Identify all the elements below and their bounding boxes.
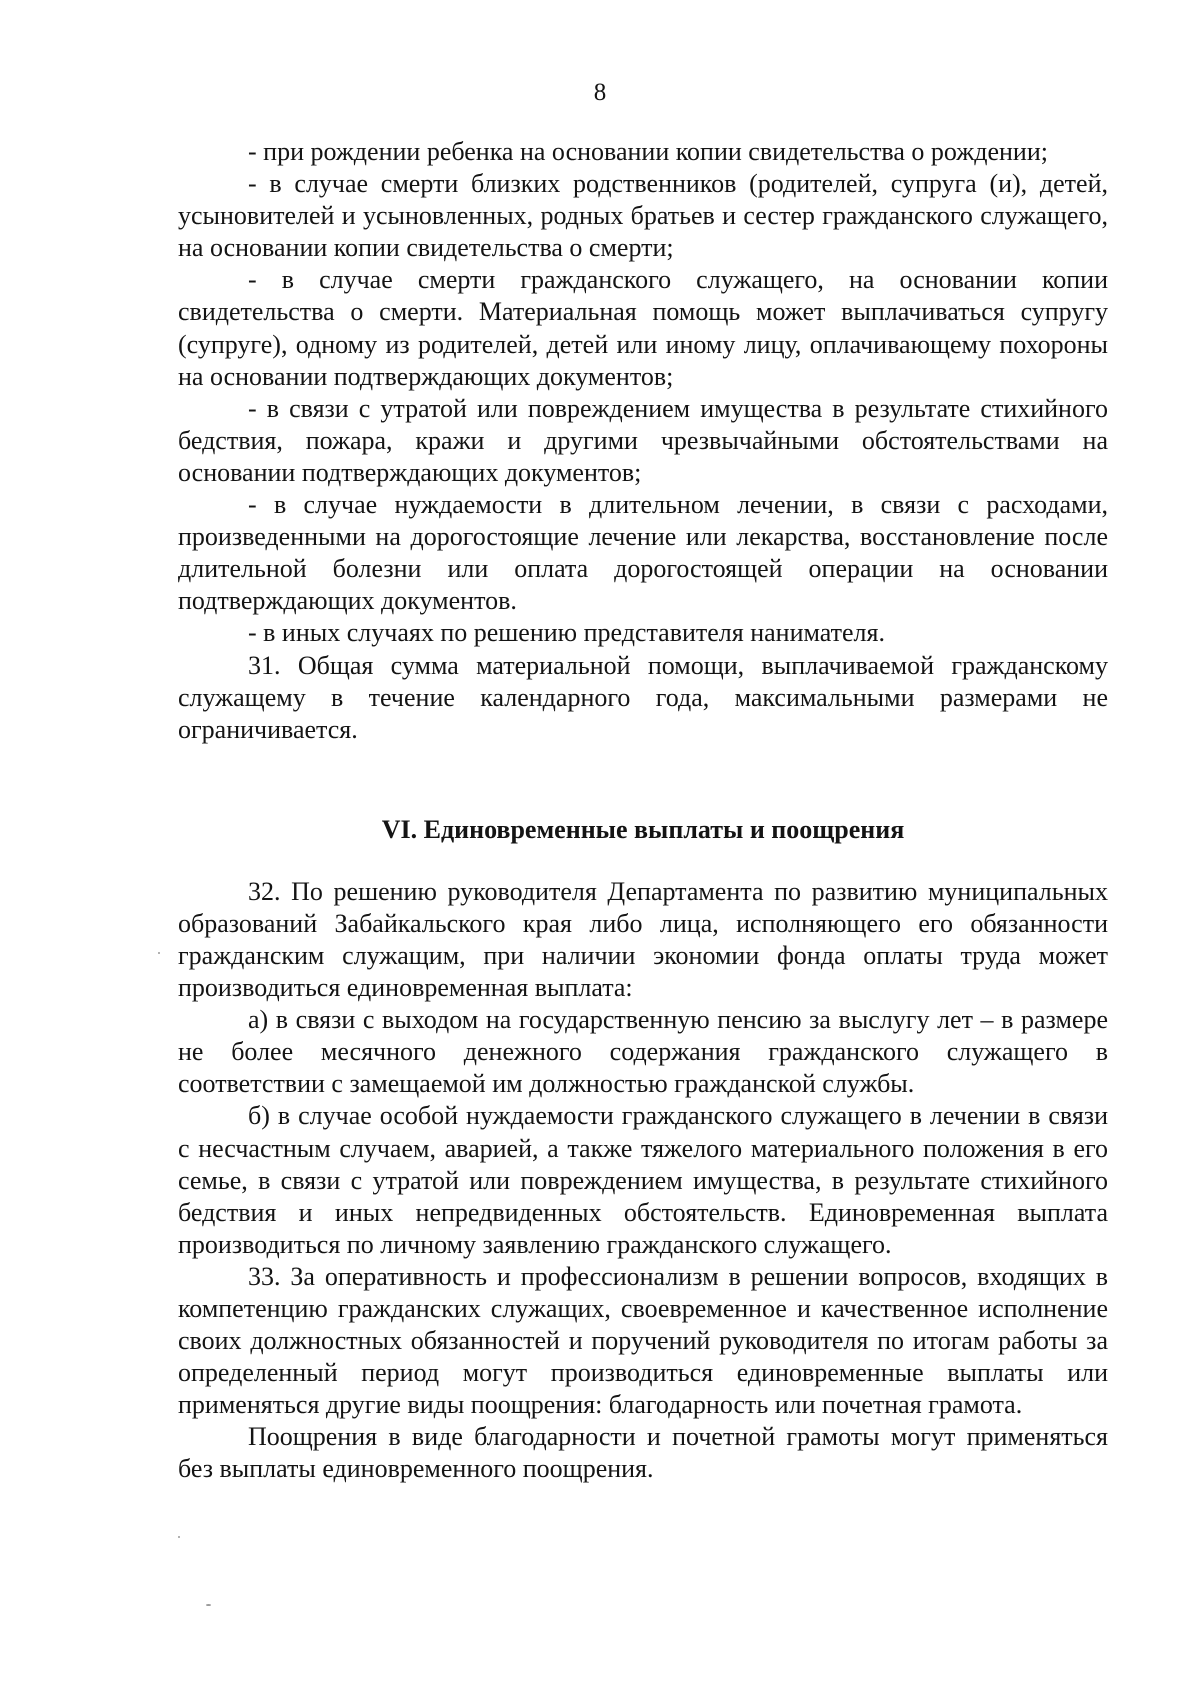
page-number: 8 xyxy=(593,79,607,106)
paragraph-32-b: б) в случае особой нуждаемости гражданского служащего в лечении в связи с несчастным случаем, аварией, а также тяжелого материального положения в его семье, в связи с утратой или повреждением имущества, в результате стихийного бедствия и иных непредвиденных обстоятельств. Единовременная выплата производиться по личному заявлению гражданского служащего. xyxy=(178,1101,1108,1259)
paragraph-32: 32. По решению руководителя Департамента по развитию муниципальных образований Забайкальского края либо лица, исполняющего его обязанности гражданским служащим, при наличии экономии фонда оплаты труда может производиться единовременная выплата: xyxy=(178,876,1108,1003)
section-title: VI. Единовременные выплаты и поощрения xyxy=(381,814,905,844)
paragraph-property-loss: - в связи с утратой или повреждением имущества в результате стихийного бедствия, пожара, кражи и другими чрезвычайными обстоятельствами на основании подтверждающих документов; xyxy=(178,393,1108,487)
paragraph-32-a: а) в связи с выходом на государственную пенсию за выслугу лет – в размере не более месячного денежного содержания гражданского служащего в соответствии с замещаемой им должностью гражданской службы. xyxy=(178,1005,1108,1099)
paragraph-rewards: Поощрения в виде благодарности и почетной грамоты могут применяться без выплаты единовременного поощрения. xyxy=(178,1422,1108,1484)
paragraph-long-treatment: - в случае нуждаемости в длительном лечении, в связи с расходами, произведенными на дорогостоящие лечение или лекарства, восстановление после длительной болезни или оплата дорогостоящей операции на основании подтверждающих документов. xyxy=(178,490,1108,616)
scan-speck xyxy=(158,952,160,954)
paragraph-31: 31. Общая сумма материальной помощи, выплачиваемой гражданскому служащему в течение календарного года, максимальными размерами не ограничивается. xyxy=(178,650,1108,744)
scan-speck xyxy=(178,1536,180,1538)
paragraph-birth-of-child: - при рождении ребенка на основании копии свидетельства о рождении; xyxy=(248,137,1048,166)
scan-speck xyxy=(206,1604,211,1606)
paragraph-33: 33. За оперативность и профессионализм в решении вопросов, входящих в компетенцию гражданских служащих, своевременное и качественное исполнение своих должностных обязанностей и поручений руководителя по итогам работы за определенный период могут производиться единовременные выплаты или применяться другие виды поощрения: благодарность или почетная грамота. xyxy=(178,1261,1108,1420)
document-body xyxy=(178,136,1108,1486)
paragraph-death-of-servant: - в случае смерти гражданского служащего, на основании копии свидетельства о смерти. Материальная помощь может выплачиваться супругу (супруге), одному из родителей, детей или иному лицу, оплачивающему похороны на основании подтверждающих документов; xyxy=(178,265,1108,391)
paragraph-death-of-relatives: - в случае смерти близких родственников (родителей, супруга (и), детей, усыновителей и усыновленных, родных братьев и сестер гражданского служащего, на основании копии свидетельства о смерти; xyxy=(178,169,1108,263)
paragraph-other-cases: - в иных случаях по решению представителя нанимателя. xyxy=(248,618,885,648)
